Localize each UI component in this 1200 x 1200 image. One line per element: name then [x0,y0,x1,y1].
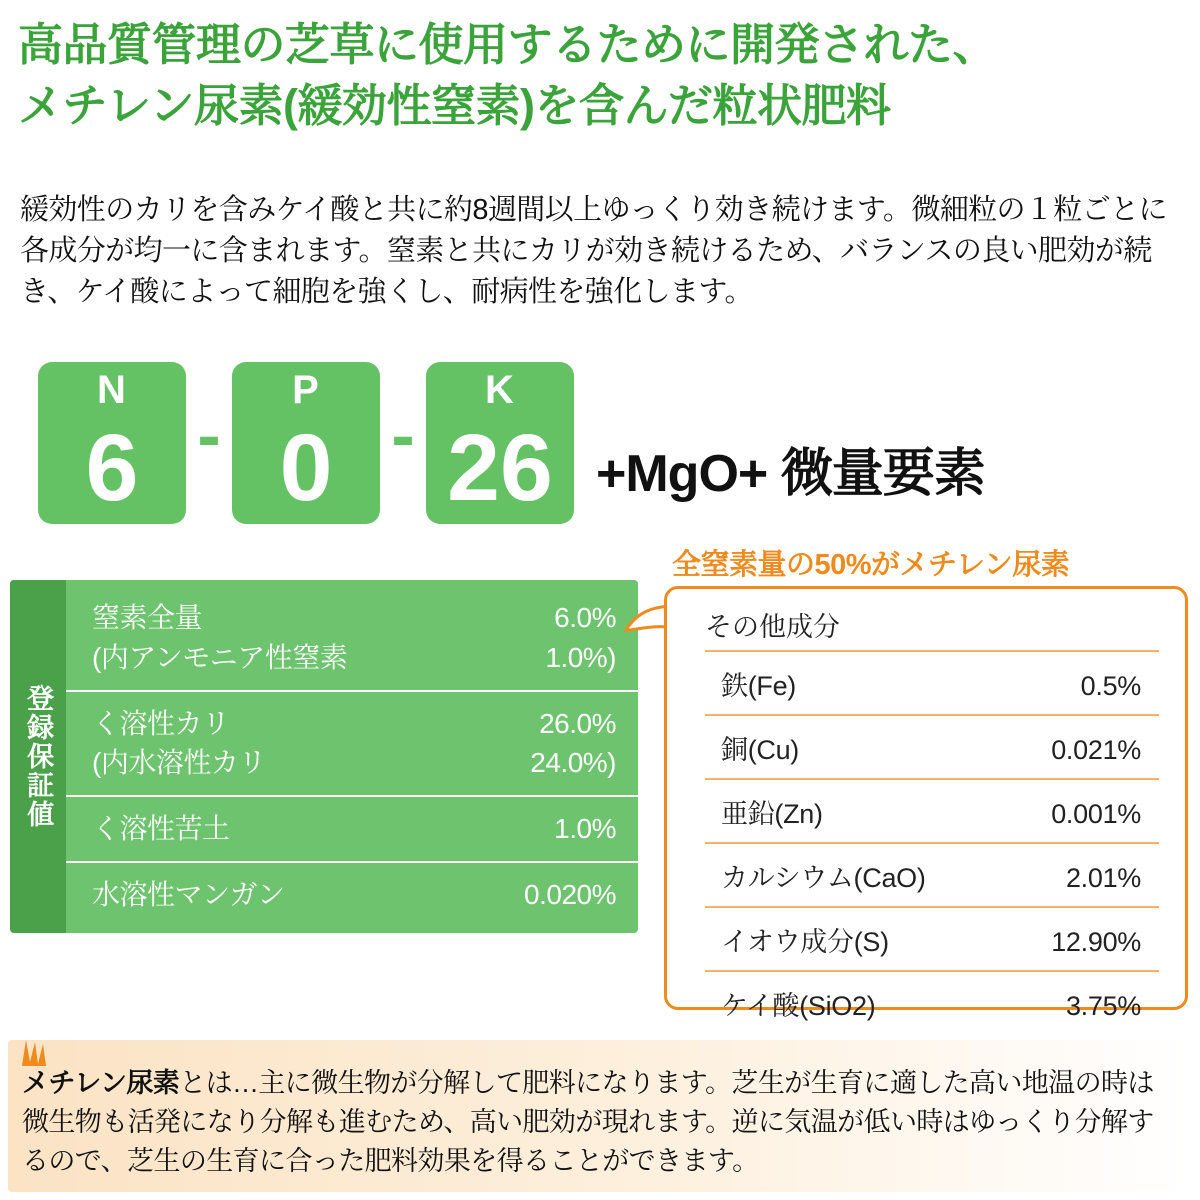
table-row [705,650,1159,714]
lead-paragraph: 緩効性のカリを含みケイ酸と共に約8週間以上ゆっくり効き続けます。微細粒の１粒ごとに各成分が均一に含まれます。窒素と共にカリが効き続けるため、バランスの良い肥効が続き、ケイ酸によって細胞を強くし、耐病性を強化します。 [20,194,1167,309]
guarantee-row-value: 1.0% [554,813,616,844]
guarantee-group [66,863,638,927]
other-components-heading: その他成分 [705,612,840,642]
component-value: 0.001% [1051,799,1141,829]
npk-value-k: 26 [447,415,553,521]
component-name: 銅(Cu) [721,735,799,765]
guarantee-table-label-text: 登録保証値 [23,683,54,829]
npk-letter-n: N [97,368,127,412]
npk-ratio-block [38,362,985,524]
guarantee-row-name: 水溶性マンガン [92,878,285,910]
guarantee-group [66,586,638,692]
npk-value-p: 0 [279,415,333,521]
guarantee-row-name: く溶性苦土 [92,813,230,844]
component-name: イオウ成分(S) [721,927,889,957]
footer-note-text [22,1064,1162,1181]
npk-separator-2: - [391,396,415,474]
npk-card-nitrogen [38,362,186,524]
other-components-list [667,650,1185,1034]
guarantee-group [66,692,638,798]
npk-separator-1: - [197,396,221,474]
component-name: ケイ酸(SiO2) [721,991,876,1021]
table-row [92,638,616,678]
npk-suffix-label: +MgO+ 微量要素 [596,445,985,503]
table-row [92,743,616,783]
table-row [92,598,616,638]
table-row [705,714,1159,778]
component-value: 12.90% [1051,927,1141,957]
guarantee-row-value: 24.0%) [530,747,616,779]
npk-value-n: 6 [85,415,139,521]
headline-line-1: 高品質管理の芝草に使用するために開発された、 [18,19,998,70]
component-value: 0.5% [1080,671,1141,701]
guarantee-row-name: (内アンモニア性窒素 [92,641,348,673]
guarantee-row-value: 0.020% [524,878,616,910]
component-value: 2.01% [1065,863,1141,893]
registered-guarantee-table [10,580,638,933]
other-components-table [664,586,1188,1021]
guarantee-row-name: (内水溶性カリ [92,747,266,779]
component-name: 鉄(Fe) [721,671,796,701]
page-headline [18,14,1182,136]
guarantee-row-value: 1.0%) [545,641,616,673]
guarantee-group [66,797,638,863]
table-row [92,809,616,849]
table-row [92,704,616,744]
footer-note-term: メチレン尿素 [22,1068,180,1098]
component-name: 亜鉛(Zn) [721,799,823,829]
table-row [705,970,1159,1034]
component-value: 0.021% [1051,735,1141,765]
footer-note-body: とは…主に微生物が分解して肥料になります。芝生が生育に適した高い地温の時は微生物も活発になり分解も進むため、高い肥効が現れます。逆に気温が低い時はゆっくり分解するので、芝生の生育に合った肥料効果を得ることができます。 [22,1068,1154,1177]
npk-card-phosphorus [232,362,380,524]
table-row [92,875,616,915]
footer-note-panel [8,1040,1192,1192]
guarantee-table-label [10,580,66,933]
guarantee-row-value: 26.0% [539,707,616,739]
guarantee-row-name: 窒素全量 [92,602,203,633]
npk-card-potassium [426,362,574,524]
table-row [705,906,1159,970]
component-value: 3.75% [1065,991,1141,1021]
table-row [705,842,1159,906]
component-name: カルシウム(CaO) [721,863,926,893]
npk-letter-p: P [292,368,320,412]
headline-line-2: メチレン尿素(緩効性窒素)を含んだ粒状肥料 [18,80,891,132]
npk-letter-k: K [485,368,515,412]
guarantee-row-name: く溶性カリ [92,707,230,739]
table-row [705,778,1159,842]
methylene-urea-callout-title: 全窒素量の50%がメチレン尿素 [672,549,1070,581]
guarantee-table-body [66,580,638,933]
guarantee-row-value: 6.0% [554,602,616,633]
